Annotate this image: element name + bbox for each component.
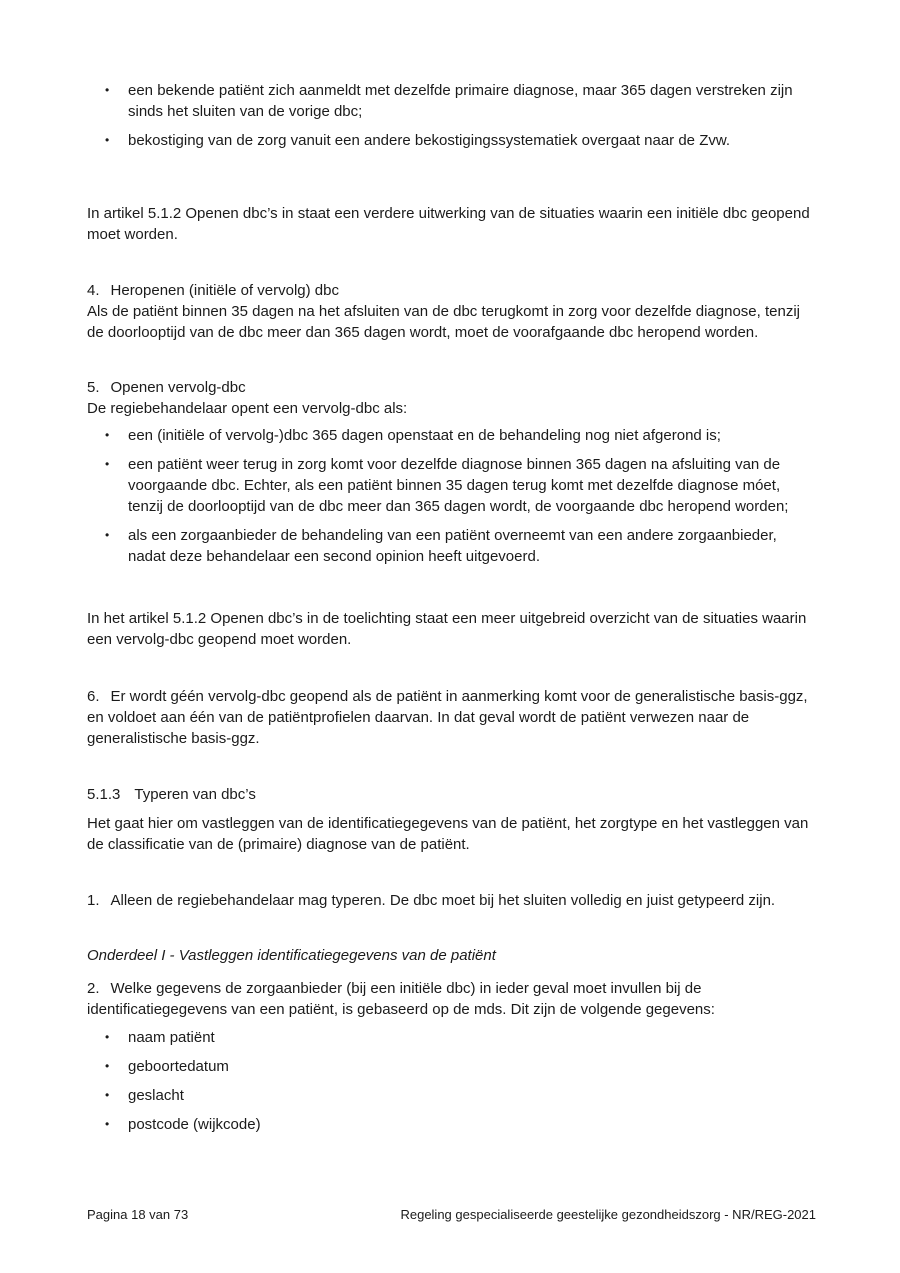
numbered-item-6 — [87, 686, 815, 749]
list-item — [87, 454, 815, 517]
bullet-text: een bekende patiënt zich aanmeldt met dezelfde primaire diagnose, maar 365 dagen verstreken zijn sinds het sluiten van de vorige dbc; — [128, 82, 793, 120]
item4-title: Heropenen (initiële of vervolg) dbc — [110, 282, 339, 299]
item5-number: 5. — [87, 379, 100, 396]
numbered-item-2 — [87, 978, 815, 1020]
bullet-text: postcode (wijkcode) — [128, 1116, 261, 1133]
section-heading-513 — [87, 784, 815, 805]
bullet-text: als een zorgaanbieder de behandeling van een patiënt overneemt van een andere zorgaanbieder, nadat deze behandelaar een second opinion heeft uitgevoerd. — [128, 527, 777, 565]
item5-title: Openen vervolg-dbc — [110, 379, 246, 396]
list-item — [87, 1027, 815, 1048]
item4-body: Als de patiënt binnen 35 dagen na het afsluiten van de dbc terugkomt in zorg voor dezelfde diagnose, tenzij de doorlooptijd van de dbc meer dan 365 dagen wordt, moet de voorafgaande dbc heropend worden. — [87, 303, 800, 341]
numbered-item-5 — [87, 377, 815, 567]
item1-body: Alleen de regiebehandelaar mag typeren. De dbc moet bij het sluiten volledig en juist getypeerd zijn. — [110, 892, 776, 909]
footer-document-title: Regeling gespecialiseerde geestelijke gezondheidszorg - NR/REG-2021 — [400, 1207, 816, 1222]
bullet-text: een (initiële of vervolg-)dbc 365 dagen openstaat en de behandeling nog niet afgerond is; — [128, 427, 721, 444]
bullet-marker: • — [105, 457, 110, 471]
bullet-text: een patiënt weer terug in zorg komt voor dezelfde diagnose binnen 365 dagen na afsluiting van de voorgaande dbc. Echter, als een patiënt binnen 35 dagen terug komt met dezelfde diagnose móet, tenzij de doorlooptijd van de dbc meer dan 365 dagen wordt, de voorgaande dbc heropend worden; — [128, 456, 789, 515]
list-item — [87, 525, 815, 567]
bullet-marker: • — [105, 1059, 110, 1073]
numbered-item-1 — [87, 890, 815, 911]
paragraph-artikel-512-vervolg: In het artikel 5.1.2 Openen dbc’s in de toelichting staat een meer uitgebreid overzicht van de situaties waarin een vervolg-dbc geopend moet worden. — [87, 610, 807, 648]
item5-bullet-list — [87, 425, 815, 567]
bullet-marker: • — [105, 528, 110, 542]
intro-bullet-list — [87, 80, 815, 151]
paragraph-artikel-512-initieel: In artikel 5.1.2 Openen dbc’s in staat een verdere uitwerking van de situaties waarin een initiële dbc geopend moet worden. — [87, 205, 810, 243]
bullet-text: bekostiging van de zorg vanuit een andere bekostigingssystematiek overgaat naar de Zvw. — [128, 132, 731, 149]
section-title: Typeren van dbc’s — [134, 786, 256, 803]
bullet-text: geslacht — [128, 1087, 184, 1104]
numbered-item-4 — [87, 280, 815, 343]
item5-intro: De regiebehandelaar opent een vervolg-dbc als: — [87, 400, 408, 417]
bullet-text: geboortedatum — [128, 1058, 229, 1075]
list-item — [87, 1114, 815, 1135]
item4-title-line — [87, 280, 815, 301]
item2-number: 2. — [87, 980, 100, 997]
item6-body: Er wordt géén vervolg-dbc geopend als de patiënt in aanmerking komt voor de generalistische basis-ggz, en voldoet aan één van de patiëntprofielen daarvan. In dat geval wordt de patiënt verwezen naar de generalistische basis-ggz. — [87, 688, 808, 747]
bullet-marker: • — [105, 133, 110, 147]
item5-title-line — [87, 377, 815, 398]
list-item — [87, 1085, 815, 1106]
item2-body: Welke gegevens de zorgaanbieder (bij een initiële dbc) in ieder geval moet invullen bij de identificatiegegevens van een patiënt, is gebaseerd op de mds. Dit zijn de volgende gegevens: — [87, 980, 715, 1018]
list-item — [87, 80, 815, 122]
item6-number: 6. — [87, 688, 100, 705]
item1-number: 1. — [87, 892, 100, 909]
list-item — [87, 1056, 815, 1077]
bullet-marker: • — [105, 1088, 110, 1102]
subheading-onderdeel-1: Onderdeel I - Vastleggen identificatiegegevens van de patiënt — [87, 947, 496, 964]
bullet-marker: • — [105, 1030, 110, 1044]
footer-page-indicator: Pagina 18 van 73 — [87, 1207, 189, 1222]
section-513-intro: Het gaat hier om vastleggen van de identificatiegegevens van de patiënt, het zorgtype en het vastleggen van de classificatie van de (primaire) diagnose van de patiënt. — [87, 815, 809, 853]
item4-number: 4. — [87, 282, 100, 299]
list-item — [87, 130, 815, 151]
bullet-marker: • — [105, 83, 110, 97]
list-item — [87, 425, 815, 446]
bullet-marker: • — [105, 1117, 110, 1131]
page-footer — [87, 1207, 816, 1223]
bullet-text: naam patiënt — [128, 1029, 215, 1046]
bullet-marker: • — [105, 428, 110, 442]
section-number: 5.1.3 — [87, 786, 121, 803]
mds-bullet-list — [87, 1027, 815, 1135]
